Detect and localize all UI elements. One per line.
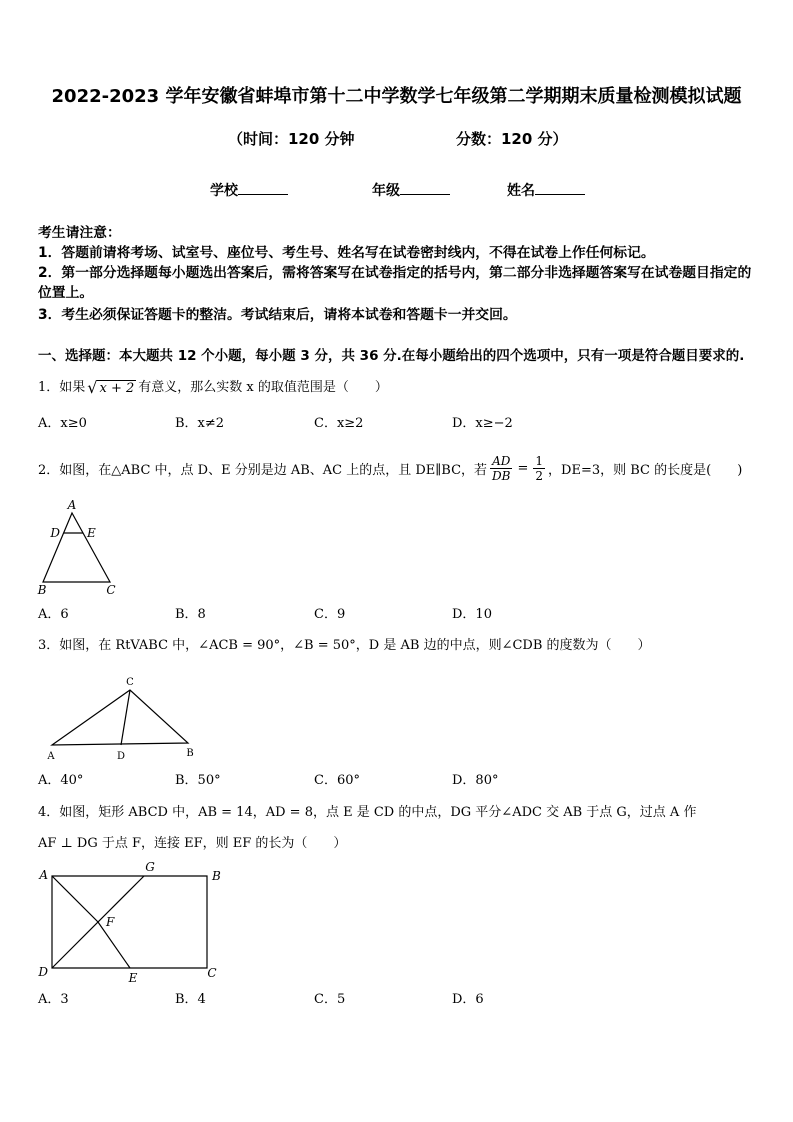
point-label-g: G (145, 860, 155, 874)
question-2-options (0, 605, 793, 625)
option-b: B．x≠2 (175, 416, 225, 431)
vertex-label-d: D (38, 965, 48, 979)
option-c: C．9 (314, 607, 346, 622)
triangle-abc (52, 690, 188, 745)
vertex-label-c: C (126, 677, 134, 688)
notice-line: 位置上。 (38, 285, 94, 301)
option-a: A．3 (38, 992, 69, 1007)
ratio-denominator: DB (492, 468, 511, 483)
question-2-prefix: 2．如图，在△ABC 中，点 D、E 分别是边 AB、AC 上的点，且 DE∥BC，若 (38, 462, 488, 478)
grade-label: 年级 (372, 183, 400, 199)
name-label: 姓名 (507, 183, 535, 199)
vertex-label-a: A (47, 751, 55, 762)
vertex-label-b: B (186, 748, 194, 759)
point-label-e: E (87, 526, 96, 540)
point-label-f: F (106, 915, 115, 929)
school-blank (238, 180, 288, 195)
section-heading: 一、选择题：本大题共 12 个小题，每小题 3 分，共 36 分.在每小题给出的四个选项中，只有一项是符合题目要求的. (38, 348, 745, 364)
question-1-stem (38, 378, 388, 398)
notice-line: 3．考生必须保证答题卡的整洁。考试结束后，请将本试卷和答题卡一并交回。 (38, 307, 517, 323)
exam-score: 分数：120 分） (456, 130, 568, 148)
grade-field (372, 180, 450, 201)
notice-line: 2．第一部分选择题每小题选出答案后，需将答案写在试卷指定的括号内，第二部分非选择题答案写在试卷题目指定的 (38, 265, 752, 281)
option-b: B．4 (175, 992, 206, 1007)
question-3-stem: 3．如图，在 RtVABC 中，∠ACB = 90°，∠B = 50°，D 是 AB 边的中点，则∠CDB 的度数为（ ） (38, 638, 651, 653)
value-fraction (533, 454, 545, 483)
vertex-label-b: B (37, 583, 47, 597)
option-d: D．10 (452, 607, 492, 622)
radicand: x + 2 (99, 381, 135, 396)
option-d: D．80° (452, 773, 499, 788)
vertex-label-a: A (67, 498, 77, 512)
question-2-suffix: ，DE=3，则 BC 的长度是( ) (548, 462, 743, 478)
option-c: C．5 (314, 992, 346, 1007)
option-b: B．50° (175, 773, 221, 788)
option-a: A．x≥0 (38, 416, 87, 431)
option-d: D．x≥−2 (452, 416, 513, 431)
option-d: D．6 (452, 992, 484, 1007)
ratio-fraction (490, 454, 512, 483)
segment-af-fe (52, 876, 130, 968)
name-field (507, 180, 585, 201)
exam-time: （时间：120 分钟 (228, 130, 355, 148)
option-b: B．8 (175, 607, 206, 622)
triangle-figure-q2 (30, 495, 130, 600)
question-2-stem (38, 452, 742, 484)
notice-heading: 考生请注意： (38, 225, 121, 241)
value-denominator: 2 (535, 468, 544, 483)
question-1-prefix: 1．如果 (38, 380, 86, 395)
rectangle-figure-q4 (35, 855, 225, 987)
point-label-d: D (50, 526, 60, 540)
option-a: A．6 (38, 607, 69, 622)
segment-cd (121, 690, 130, 745)
name-blank (535, 180, 585, 195)
triangle-figure-q3 (40, 672, 200, 767)
option-a: A．40° (38, 773, 84, 788)
point-label-e: E (128, 971, 138, 985)
vertex-label-c: C (106, 583, 116, 597)
school-field (210, 180, 288, 201)
point-label-d: D (116, 751, 126, 762)
exam-title: 2022-2023 学年安徽省蚌埠市第十二中学数学七年级第二学期期末质量检测模拟试题 (51, 86, 742, 107)
triangle-abc (43, 513, 110, 582)
value-numerator: 1 (535, 453, 544, 468)
question-4-stem-line: 4．如图，矩形 ABCD 中，AB = 14，AD = 8，点 E 是 CD 的中点，DG 平分∠ADC 交 AB 于点 G，过点 A 作 (38, 805, 697, 820)
school-label: 学校 (210, 183, 238, 199)
vertex-label-a: A (39, 868, 48, 882)
vertex-label-b: B (212, 869, 221, 883)
question-4-stem-line: AF ⊥ DG 于点 F，连接 EF，则 EF 的长为（ ） (38, 836, 347, 851)
option-c: C．x≥2 (314, 416, 364, 431)
square-root-expression (87, 379, 136, 397)
question-1-options (0, 414, 793, 434)
option-c: C．60° (314, 773, 360, 788)
question-3-options (0, 771, 793, 791)
grade-blank (400, 180, 450, 195)
question-1-suffix: 有意义，那么实数 x 的取值范围是（ ） (138, 380, 388, 395)
question-4-options (0, 990, 793, 1010)
ratio-numerator: AD (492, 453, 511, 468)
vertex-label-c: C (207, 966, 217, 980)
radical-sign: √ (87, 378, 98, 397)
equals-sign: = (517, 460, 529, 476)
notice-line: 1．答题前请将考场、试室号、座位号、考生号、姓名写在试卷密封线内，不得在试卷上作任何标记。 (38, 245, 655, 261)
